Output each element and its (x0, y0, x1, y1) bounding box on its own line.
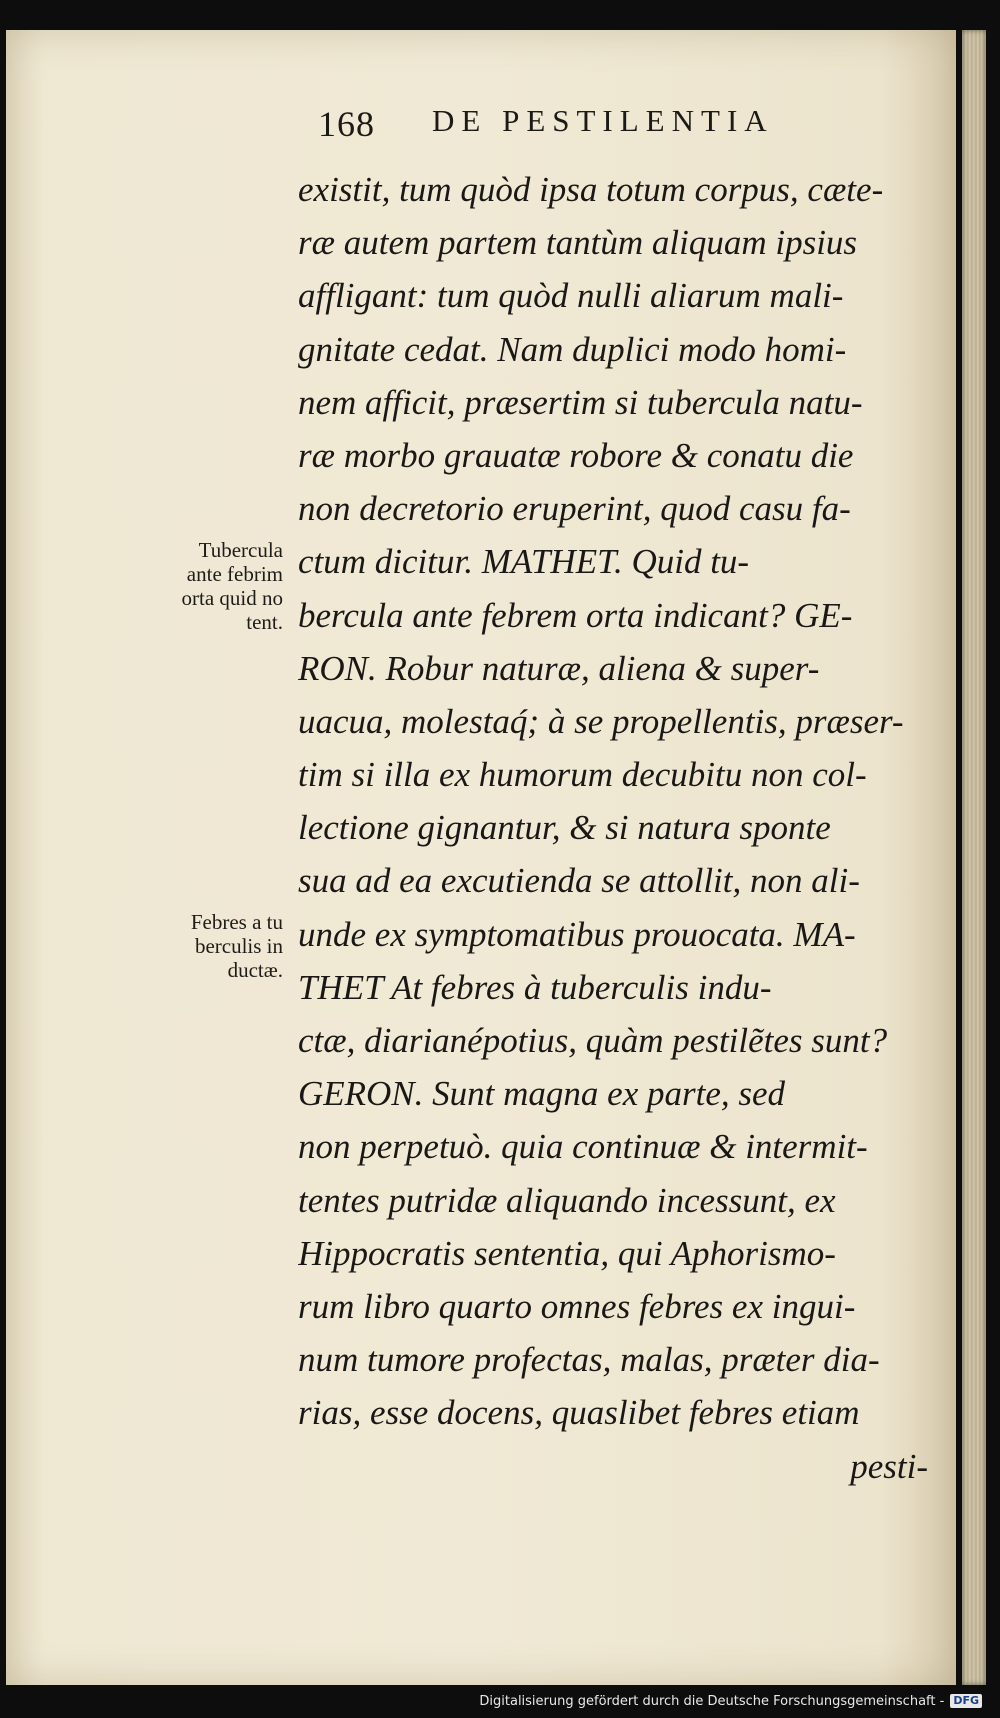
text-line: ctum dicitur. MATHET. Quid tu- (298, 542, 750, 582)
catchword: pesti- (850, 1446, 928, 1486)
text-line: num tumore profectas, malas, præter dia- (298, 1340, 880, 1380)
page-header (318, 103, 878, 143)
marginal-note-line: Tubercula (198, 538, 283, 562)
marginal-note-line: tent. (246, 610, 283, 634)
text-line: nem afficit, præsertim si tubercula natu- (298, 382, 863, 422)
digitization-credit (479, 1690, 982, 1712)
marginal-note-febres (128, 910, 283, 982)
running-head: DE PESTILENTIA (432, 103, 774, 138)
text-line: ræ morbo grauatæ robore & conatu die (298, 435, 854, 475)
text-line: ræ autem partem tantùm aliquam ipsius (298, 223, 858, 263)
text-line: ctæ, diarianépotius, quàm pestilẽtes sunt? (298, 1021, 888, 1060)
marginal-note-line: Febres a tu (190, 910, 283, 934)
text-line: unde ex symptomatibus prouocata. MA- (298, 914, 856, 954)
marginal-note-line: ductæ. (227, 958, 283, 982)
text-line: lectione gignantur, & si natura sponte (298, 808, 831, 848)
marginal-note-tubercula (128, 538, 283, 634)
text-line: RON. Robur naturæ, aliena & super- (298, 648, 820, 688)
text-line: bercula ante febrem orta indicant? GE- (298, 595, 853, 635)
dfg-logo: DFG (950, 1694, 982, 1708)
credit-text: Digitalisierung gefördert durch die Deutsche Forschungsgemeinschaft - (479, 1693, 945, 1709)
page-number: 168 (318, 104, 375, 144)
text-line: THET At febres à tuberculis indu- (298, 967, 772, 1007)
text-line: GERON. Sunt magna ex parte, sed (298, 1074, 786, 1114)
text-line: tim si illa ex humorum decubitu non col- (298, 755, 867, 795)
text-line: uacua, molestaq́; à se propellentis, præser- (298, 701, 904, 741)
marginal-note-line: berculis in (194, 934, 283, 958)
text-line: non perpetuò. quia continuæ & intermit- (298, 1127, 868, 1167)
text-line: tentes putridæ aliquando incessunt, ex (298, 1180, 836, 1220)
text-line: existit, tum quòd ipsa totum corpus, cæte- (298, 170, 884, 209)
body-text (298, 163, 928, 1493)
text-line: affligant: tum quòd nulli aliarum mali- (298, 276, 844, 316)
text-line: Hippocratis sententia, qui Aphorismo- (298, 1233, 836, 1273)
marginal-note-line: orta quid no (181, 586, 283, 610)
text-line: non decretorio eruperint, quod casu fa- (298, 489, 851, 529)
text-line: rum libro quarto omnes febres ex ingui- (298, 1286, 856, 1326)
text-line: sua ad ea excutienda se attollit, non ali- (298, 861, 860, 901)
page-edge (962, 30, 986, 1685)
text-line: rias, esse docens, quaslibet febres etiam (298, 1393, 860, 1433)
marginal-note-line: ante febrim (186, 562, 283, 586)
text-line: gnitate cedat. Nam duplici modo homi- (298, 329, 847, 369)
